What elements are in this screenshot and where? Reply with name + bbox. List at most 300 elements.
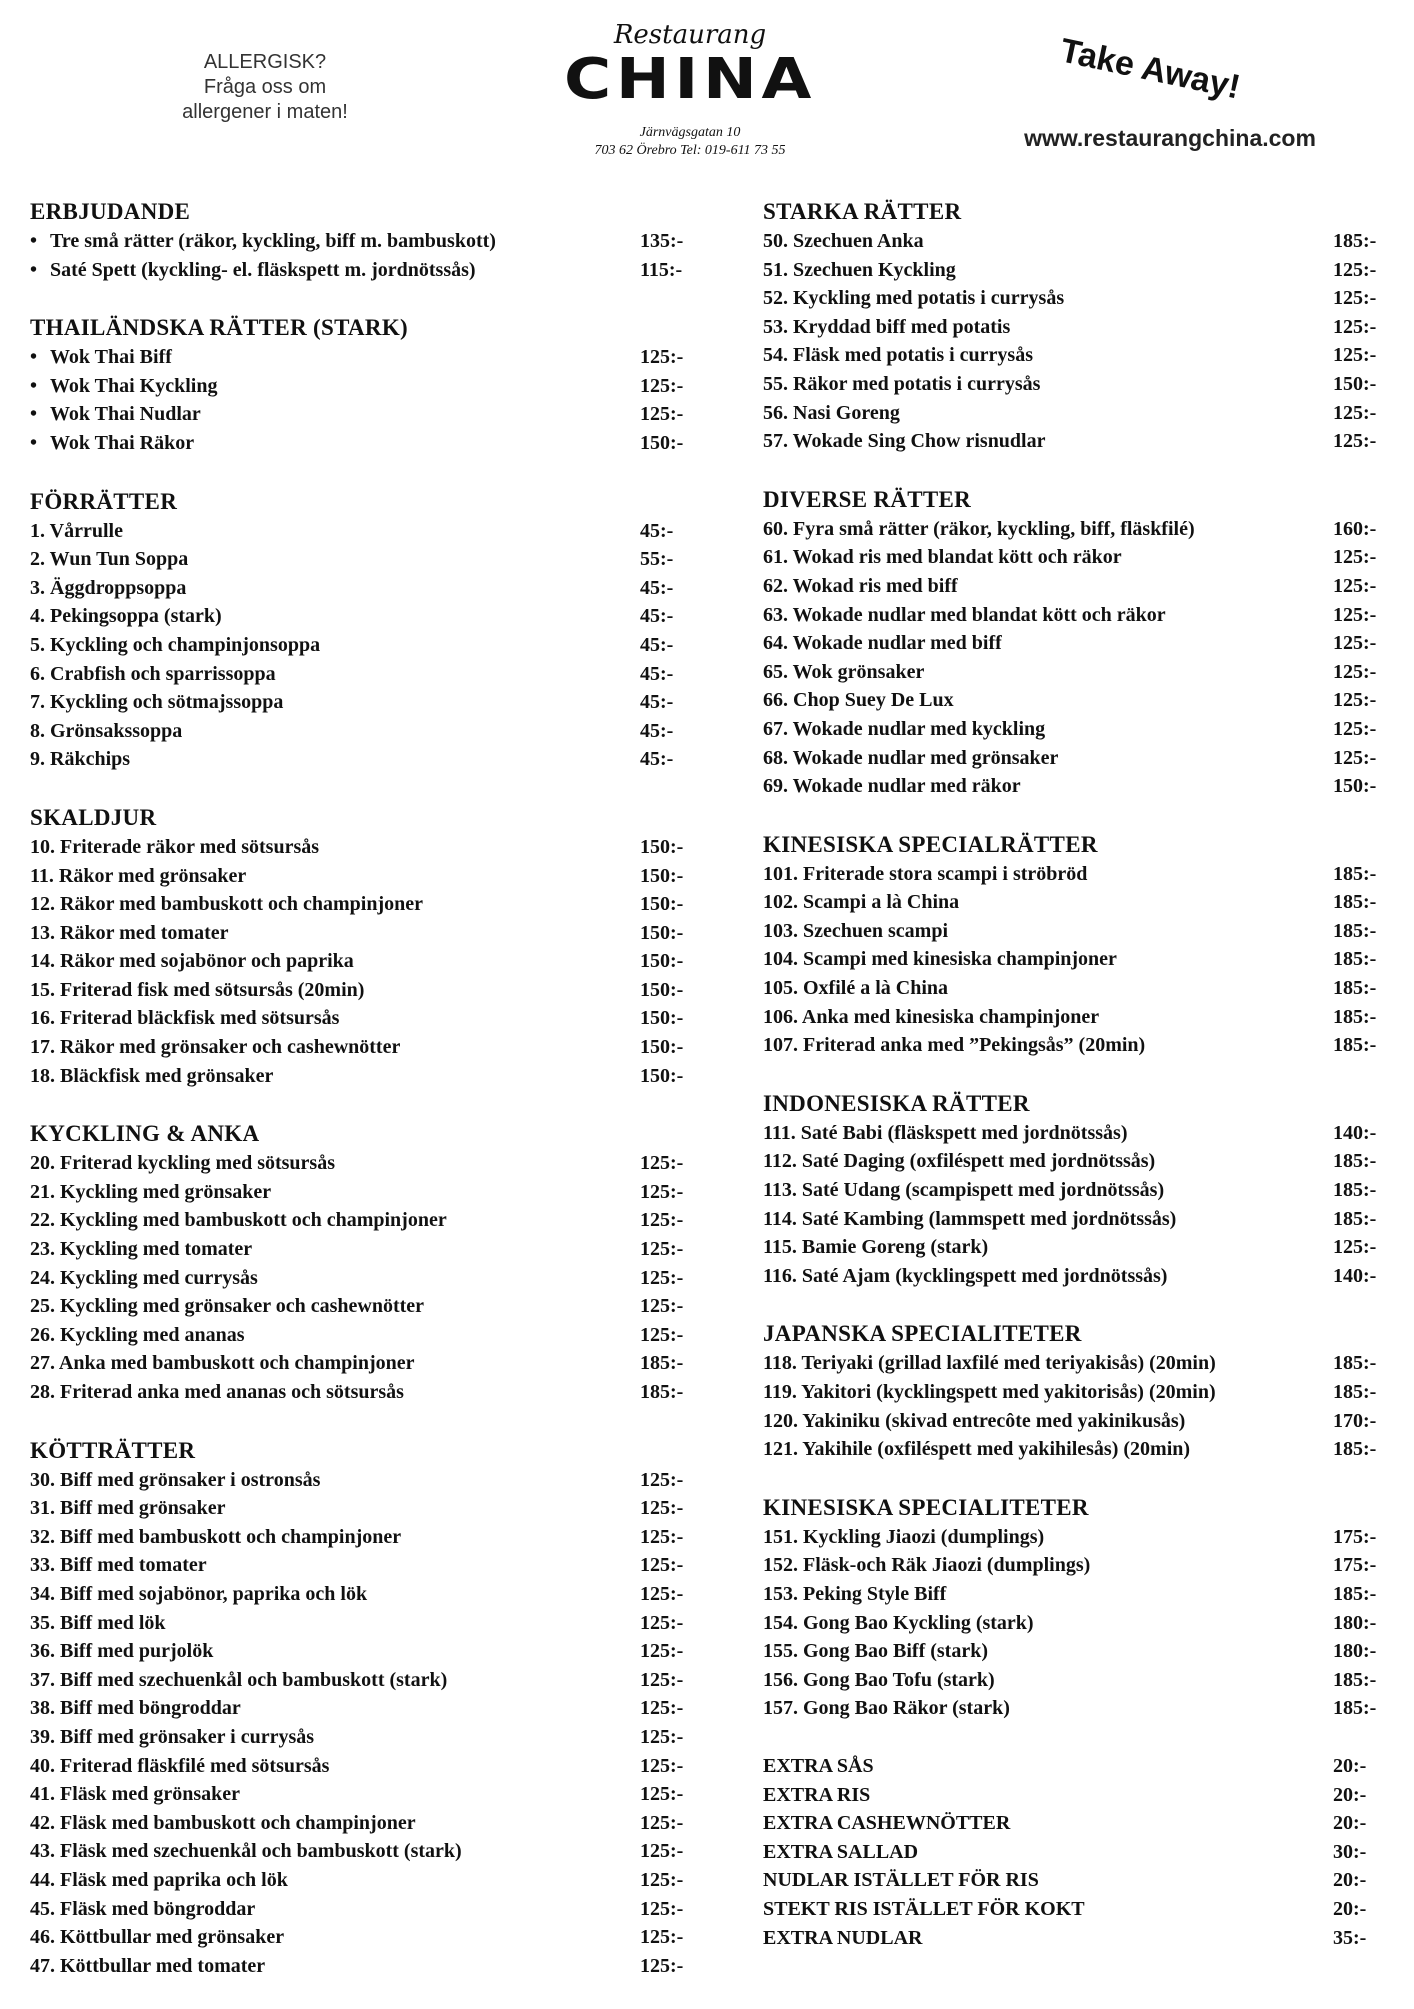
menu-item-name: 65. Wok grönsaker — [763, 660, 925, 683]
menu-item-name: 5. Kyckling och champinjonsoppa — [30, 633, 321, 656]
menu-item-name: 28. Friterad anka med ananas och sötsursås — [30, 1381, 404, 1403]
menu-item-price: 125:- — [1333, 574, 1377, 597]
menu-item-name: 63. Wokade nudlar med blandat kött och räkor — [763, 603, 1166, 626]
restaurant-logo — [540, 20, 840, 160]
menu-item-price: 185:- — [1333, 1697, 1377, 1720]
menu-item-name: 11. Räkor med grönsaker — [30, 864, 247, 887]
menu-item-name: 107. Friterad anka med ”Pekingsås” (20min) — [763, 1034, 1146, 1057]
menu-item — [30, 602, 710, 631]
section-title: DIVERSE RÄTTER — [763, 486, 972, 512]
menu-item — [763, 399, 1393, 428]
menu-item-price: 125:- — [640, 1725, 684, 1748]
menu-item — [30, 1235, 710, 1264]
menu-item — [763, 1523, 1393, 1552]
menu-item-price: 45:- — [640, 519, 674, 542]
menu-item-price: 125:- — [640, 1697, 684, 1720]
menu-section — [763, 830, 1393, 1060]
menu-item-name: 45. Fläsk med böngroddar — [30, 1897, 256, 1920]
menu-item-price: 140:- — [1333, 1264, 1377, 1287]
menu-item-price: 150:- — [640, 835, 684, 858]
menu-item — [30, 1466, 710, 1495]
menu-item — [30, 574, 710, 603]
menu-item-price: 125:- — [640, 1497, 684, 1520]
menu-item-price: 45:- — [640, 576, 674, 599]
menu-item-name: 68. Wokade nudlar med grönsaker — [763, 746, 1059, 769]
menu-item-price: 150:- — [640, 864, 684, 887]
menu-item-price: 185:- — [1333, 1438, 1377, 1461]
menu-item-name: 156. Gong Bao Tofu (stark) — [763, 1668, 995, 1691]
menu-item — [30, 862, 710, 891]
menu-item — [763, 1262, 1393, 1291]
menu-item — [763, 1147, 1393, 1176]
menu-item — [30, 688, 710, 717]
menu-item-price: 185:- — [1333, 977, 1377, 1000]
menu-item — [763, 515, 1393, 544]
address-phone-line: 703 62 Örebro Tel: 019-611 73 55 — [594, 143, 786, 158]
menu-item — [763, 1378, 1393, 1407]
menu-item — [30, 976, 710, 1005]
menu-item-price: 150:- — [640, 950, 684, 973]
menu-item — [30, 1378, 710, 1407]
menu-item-price: 140:- — [1333, 1121, 1377, 1144]
menu-section — [763, 1752, 1393, 1952]
menu-item-name: 113. Saté Udang (scampispett med jordnötssås) — [763, 1179, 1165, 1202]
menu-item-name: 8. Grönsakssoppa — [30, 719, 183, 742]
menu-item-price: 125:- — [640, 1209, 684, 1232]
menu-item-name: • Wok Thai Nudlar — [30, 400, 201, 429]
menu-item-name: 3. Äggdroppsoppa — [30, 576, 187, 599]
menu-item — [30, 1809, 710, 1838]
menu-item-name: 6. Crabfish och sparrissoppa — [30, 662, 276, 685]
menu-item-price: 125:- — [640, 1611, 684, 1634]
menu-item-price: 185:- — [640, 1352, 684, 1375]
menu-item — [763, 284, 1393, 313]
menu-item — [30, 1895, 710, 1924]
menu-item — [763, 227, 1393, 256]
menu-item — [763, 1233, 1393, 1262]
menu-item-name: 157. Gong Bao Räkor (stark) — [763, 1697, 1010, 1720]
menu-item-name: 153. Peking Style Biff — [763, 1582, 947, 1605]
menu-item-name: 119. Yakitori (kycklingspett med yakitorisås) (20min) — [763, 1381, 1216, 1403]
menu-item-price: 125:- — [640, 1954, 684, 1977]
menu-item-name: 1. Vårrulle — [30, 519, 123, 542]
menu-item-price: 125:- — [1333, 546, 1377, 569]
menu-item-price: 125:- — [1333, 258, 1377, 281]
menu-item-price: 125:- — [1333, 315, 1377, 338]
menu-item — [30, 833, 710, 862]
menu-item — [763, 945, 1393, 974]
menu-item — [30, 227, 710, 256]
menu-item-name: 41. Fläsk med grönsaker — [30, 1783, 240, 1806]
menu-item-price: 185:- — [1333, 1005, 1377, 1028]
menu-item-name: 105. Oxfilé a là China — [763, 977, 949, 1000]
website-link[interactable]: www.restaurangchina.com — [1024, 125, 1316, 151]
menu-item-name: 40. Friterad fläskfilé med sötsursås — [30, 1754, 330, 1777]
menu-item-name: 24. Kyckling med currysås — [30, 1266, 258, 1289]
menu-item-price: 125:- — [1333, 401, 1377, 424]
menu-item — [30, 1149, 710, 1178]
menu-item-name: 112. Saté Daging (oxfiléspett med jordnötssås) — [763, 1150, 1156, 1173]
menu-item-price: 125:- — [640, 1323, 684, 1346]
menu-item — [763, 1752, 1393, 1781]
menu-item-name: 55. Räkor med potatis i currysås — [763, 372, 1041, 395]
menu-section — [763, 1089, 1393, 1291]
menu-item-name: 52. Kyckling med potatis i currysås — [763, 287, 1065, 310]
menu-item-name: 116. Saté Ajam (kycklingspett med jordnötssås) — [763, 1264, 1168, 1287]
menu-item — [763, 1205, 1393, 1234]
menu-item-price: 45:- — [640, 748, 674, 771]
menu-item — [763, 1666, 1393, 1695]
menu-item-price: 125:- — [640, 1840, 684, 1863]
menu-item — [763, 313, 1393, 342]
menu-item-name: 121. Yakihile (oxfiléspett med yakihilesås) (20min) — [763, 1438, 1191, 1461]
menu-item — [763, 572, 1393, 601]
menu-item-name: 115. Bamie Goreng (stark) — [763, 1236, 989, 1259]
section-title: ERBJUDANDE — [30, 199, 191, 224]
menu-item-name: 106. Anka med kinesiska champinjoner — [763, 1005, 1100, 1028]
menu-item — [763, 1349, 1393, 1378]
menu-item-price: 125:- — [1333, 603, 1377, 626]
menu-item-price: 185:- — [1333, 919, 1377, 942]
menu-item-name: 155. Gong Bao Biff (stark) — [763, 1640, 988, 1663]
menu-item-name: 16. Friterad bläckfisk med sötsursås — [30, 1007, 340, 1030]
menu-item-name: 154. Gong Bao Kyckling (stark) — [763, 1611, 1034, 1634]
menu-item-price: 125:- — [640, 1926, 684, 1949]
menu-item — [763, 1580, 1393, 1609]
menu-item — [30, 1321, 710, 1350]
menu-item — [30, 429, 710, 458]
menu-item — [30, 400, 710, 429]
menu-item — [30, 1609, 710, 1638]
menu-item-name: 104. Scampi med kinesiska champinjoner — [763, 948, 1117, 971]
menu-right-column — [763, 197, 1393, 1981]
menu-item — [30, 660, 710, 689]
section-title: THAILÄNDSKA RÄTTER (STARK) — [30, 315, 408, 341]
menu-item — [763, 256, 1393, 285]
menu-item — [30, 1033, 710, 1062]
menu-item-name: EXTRA SALLAD — [763, 1840, 919, 1863]
menu-item — [30, 717, 710, 746]
menu-item-price: 185:- — [1333, 1034, 1377, 1057]
menu-item-name: 37. Biff med szechuenkål och bambuskott (stark) — [30, 1668, 448, 1691]
menu-item-name: 14. Räkor med sojabönor och paprika — [30, 950, 354, 973]
section-title: INDONESISKA RÄTTER — [763, 1090, 1030, 1116]
menu-item — [763, 686, 1393, 715]
menu-section — [763, 1319, 1393, 1463]
menu-item-name: 4. Pekingsoppa (stark) — [30, 605, 222, 628]
menu-item-price: 175:- — [1333, 1525, 1377, 1548]
menu-item-name: • Saté Spett (kyckling- el. fläskspett m. jordnötssås) — [30, 256, 476, 285]
menu-item-price: 185:- — [1333, 1150, 1377, 1173]
menu-item-name: 67. Wokade nudlar med kyckling — [763, 717, 1046, 740]
menu-item — [763, 1809, 1393, 1838]
menu-item — [30, 517, 710, 546]
menu-item-name: 111. Saté Babi (fläskspett med jordnötssås) — [763, 1121, 1128, 1144]
menu-item-price: 180:- — [1333, 1611, 1377, 1634]
menu-item — [763, 658, 1393, 687]
menu-item-price: 45:- — [640, 691, 674, 714]
menu-item-price: 150:- — [640, 978, 684, 1001]
menu-item-name: 21. Kyckling med grönsaker — [30, 1180, 272, 1203]
menu-item-price: 20:- — [1333, 1812, 1367, 1835]
menu-item — [763, 860, 1393, 889]
menu-item-price: 150:- — [640, 921, 684, 944]
menu-item-price: 185:- — [1333, 948, 1377, 971]
take-away-label: Take Away! — [1056, 31, 1244, 107]
logo-top-text: Restaurang — [613, 20, 767, 50]
menu-section — [30, 1119, 710, 1406]
menu-item — [30, 1523, 710, 1552]
menu-item-price: 125:- — [640, 1754, 684, 1777]
menu-item-name: 27. Anka med bambuskott och champinjoner — [30, 1352, 415, 1375]
menu-item-price: 125:- — [640, 1180, 684, 1203]
menu-item-name: 56. Nasi Goreng — [763, 401, 900, 424]
menu-item-price: 135:- — [640, 230, 684, 252]
menu-item-price: 185:- — [1333, 1582, 1377, 1605]
menu-item-name: 2. Wun Tun Soppa — [30, 548, 189, 571]
menu-item-price: 125:- — [1333, 689, 1377, 712]
menu-header — [0, 0, 1414, 190]
menu-item-name: STEKT RIS ISTÄLLET FÖR KOKT — [763, 1897, 1085, 1920]
menu-item — [763, 772, 1393, 801]
menu-item — [763, 1435, 1393, 1464]
menu-item-price: 30:- — [1333, 1840, 1367, 1863]
menu-item — [763, 427, 1393, 456]
menu-item-name: 69. Wokade nudlar med räkor — [763, 775, 1021, 798]
menu-item-name: • Wok Thai Räkor — [30, 429, 194, 458]
menu-item-price: 125:- — [640, 1897, 684, 1920]
section-title: JAPANSKA SPECIALITETER — [763, 1321, 1082, 1347]
menu-item-price: 175:- — [1333, 1554, 1377, 1577]
menu-item — [763, 1895, 1393, 1924]
menu-item-price: 125:- — [640, 346, 684, 369]
menu-item-price: 45:- — [640, 719, 674, 742]
menu-item-price: 185:- — [1333, 230, 1377, 252]
menu-item — [763, 1176, 1393, 1205]
menu-item-price: 45:- — [640, 605, 674, 628]
menu-item-name: NUDLAR ISTÄLLET FÖR RIS — [763, 1869, 1039, 1892]
menu-item — [30, 1004, 710, 1033]
section-title: STARKA RÄTTER — [763, 199, 962, 224]
menu-item — [30, 545, 710, 574]
menu-item-name: 43. Fläsk med szechuenkål och bambuskott (stark) — [30, 1840, 462, 1863]
menu-item-price: 125:- — [1333, 660, 1377, 683]
menu-left-column — [30, 197, 710, 2009]
menu-item-name: 36. Biff med purjolök — [30, 1640, 214, 1663]
menu-item-price: 185:- — [1333, 1207, 1377, 1230]
menu-item-name: 10. Friterade räkor med sötsursås — [30, 835, 320, 858]
menu-item-price: 20:- — [1333, 1754, 1367, 1777]
logo-name: CHINA — [564, 47, 816, 112]
menu-item — [30, 1694, 710, 1723]
menu-item-name: 42. Fläsk med bambuskott och champinjoner — [30, 1811, 416, 1834]
section-title: KINESISKA SPECIALRÄTTER — [763, 831, 1098, 857]
menu-item-price: 20:- — [1333, 1783, 1367, 1806]
menu-item — [30, 1666, 710, 1695]
menu-section — [763, 485, 1393, 801]
menu-item-name: 60. Fyra små rätter (räkor, kyckling, biff, fläskfilé) — [763, 517, 1195, 540]
menu-item-price: 45:- — [640, 662, 674, 685]
menu-item — [30, 1923, 710, 1952]
menu-item-price: 185:- — [1333, 1352, 1377, 1375]
menu-item-price: 125:- — [640, 1266, 684, 1289]
menu-item-price: 125:- — [640, 1868, 684, 1891]
menu-item-price: 185:- — [1333, 891, 1377, 914]
menu-item-name: 39. Biff med grönsaker i currysås — [30, 1725, 315, 1748]
menu-item — [763, 341, 1393, 370]
menu-item-price: 185:- — [1333, 862, 1377, 885]
menu-item-name: EXTRA CASHEWNÖTTER — [763, 1812, 1011, 1835]
menu-item — [30, 890, 710, 919]
menu-section — [30, 313, 710, 457]
menu-item-name: 17. Räkor med grönsaker och cashewnötter — [30, 1036, 401, 1059]
menu-item-price: 115:- — [640, 258, 683, 281]
menu-item — [30, 1952, 710, 1981]
menu-item-price: 20:- — [1333, 1869, 1367, 1892]
menu-item — [763, 370, 1393, 399]
menu-item-price: 180:- — [1333, 1640, 1377, 1663]
menu-item — [30, 1752, 710, 1781]
menu-item — [763, 888, 1393, 917]
menu-item — [763, 601, 1393, 630]
menu-item-name: 12. Räkor med bambuskott och champinjoner — [30, 893, 423, 916]
section-title: SKALDJUR — [30, 804, 157, 830]
menu-item — [30, 1780, 710, 1809]
menu-item — [763, 1924, 1393, 1953]
menu-item-name: 30. Biff med grönsaker i ostronsås — [30, 1468, 321, 1491]
menu-item — [30, 1178, 710, 1207]
menu-item-name: 34. Biff med sojabönor, paprika och lök — [30, 1582, 368, 1605]
menu-item — [763, 1119, 1393, 1148]
menu-item-price: 125:- — [1333, 1236, 1377, 1259]
menu-item-price: 170:- — [1333, 1409, 1377, 1432]
menu-item-name: 31. Biff med grönsaker — [30, 1497, 226, 1520]
allergy-line: ALLERGISK? — [203, 51, 327, 73]
menu-item — [763, 629, 1393, 658]
menu-item — [763, 715, 1393, 744]
menu-item-name: 103. Szechuen scampi — [763, 919, 948, 942]
menu-item-name: 151. Kyckling Jiaozi (dumplings) — [763, 1525, 1045, 1548]
menu-item-name: 18. Bläckfisk med grönsaker — [30, 1064, 274, 1087]
menu-item — [30, 1637, 710, 1666]
menu-item-price: 125:- — [640, 1525, 684, 1548]
menu-item-price: 125:- — [640, 1238, 684, 1261]
menu-item-name: 54. Fläsk med potatis i currysås — [763, 344, 1033, 367]
menu-item-price: 125:- — [1333, 632, 1377, 655]
menu-item-price: 125:- — [1333, 287, 1377, 310]
menu-item-price: 150:- — [640, 893, 684, 916]
menu-item-price: 125:- — [640, 1295, 684, 1318]
menu-item-price: 45:- — [640, 633, 674, 656]
menu-item — [763, 1838, 1393, 1867]
menu-item-name: 120. Yakiniku (skivad entrecôte med yakinikusås) — [763, 1409, 1186, 1432]
menu-section — [30, 197, 710, 284]
menu-item-name: 57. Wokade Sing Chow risnudlar — [763, 430, 1046, 453]
menu-item — [30, 1206, 710, 1235]
menu-section — [30, 487, 710, 774]
menu-item-name: 38. Biff med böngroddar — [30, 1697, 241, 1720]
menu-item-price: 125:- — [1333, 746, 1377, 769]
menu-item — [30, 919, 710, 948]
menu-item-price: 160:- — [1333, 517, 1377, 540]
menu-item-name: 13. Räkor med tomater — [30, 921, 229, 944]
menu-item-name: 51. Szechuen Kyckling — [763, 258, 956, 281]
allergy-line: Fråga oss om — [203, 76, 327, 98]
menu-item-price: 125:- — [640, 1582, 684, 1605]
menu-item-price: 125:- — [640, 1668, 684, 1691]
menu-item-name: • Wok Thai Kyckling — [30, 372, 217, 401]
menu-item-name: • Tre små rätter (räkor, kyckling, biff m. bambuskott) — [30, 227, 496, 256]
menu-item-name: 47. Köttbullar med tomater — [30, 1954, 266, 1977]
allergy-line: allergener i maten! — [182, 101, 348, 123]
menu-item-price: 150:- — [640, 1036, 684, 1059]
menu-item — [763, 1551, 1393, 1580]
menu-item-name: 26. Kyckling med ananas — [30, 1323, 245, 1346]
menu-item-name: EXTRA SÅS — [763, 1754, 874, 1777]
menu-item — [30, 1264, 710, 1293]
menu-item-price: 150:- — [640, 1007, 684, 1030]
menu-item-price: 185:- — [1333, 1179, 1377, 1202]
menu-item — [763, 974, 1393, 1003]
menu-item — [30, 947, 710, 976]
menu-item-name: 152. Fläsk-och Räk Jiaozi (dumplings) — [763, 1554, 1091, 1577]
menu-item — [763, 744, 1393, 773]
menu-item-name: 102. Scampi a là China — [763, 891, 960, 914]
menu-item-price: 150:- — [1333, 775, 1377, 798]
menu-item — [763, 1031, 1393, 1060]
address-line: Järnvägsgatan 10 — [639, 125, 741, 140]
menu-item-price: 125:- — [640, 403, 684, 426]
section-title: KYCKLING & ANKA — [30, 1121, 260, 1147]
menu-item-name: 20. Friterad kyckling med sötsursås — [30, 1152, 335, 1175]
menu-item — [30, 631, 710, 660]
menu-item-name: 9. Räkchips — [30, 748, 131, 771]
menu-item-name: 61. Wokad ris med blandat kött och räkor — [763, 546, 1122, 569]
menu-item-name: 46. Köttbullar med grönsaker — [30, 1926, 285, 1949]
menu-item — [763, 543, 1393, 572]
menu-item — [30, 745, 710, 774]
menu-item-name: 114. Saté Kambing (lammspett med jordnötssås) — [763, 1207, 1177, 1230]
menu-item-name: • Wok Thai Biff — [30, 343, 172, 372]
menu-item-price: 125:- — [640, 1811, 684, 1834]
menu-item-name: 62. Wokad ris med biff — [763, 574, 958, 597]
menu-item — [30, 1580, 710, 1609]
menu-item-price: 125:- — [640, 1468, 684, 1491]
menu-item — [763, 1781, 1393, 1810]
menu-item — [30, 1551, 710, 1580]
menu-section — [763, 197, 1393, 456]
menu-item — [30, 343, 710, 372]
menu-item-price: 185:- — [640, 1381, 684, 1403]
menu-item-name: 101. Friterade stora scampi i ströbröd — [763, 862, 1088, 885]
menu-item — [30, 1494, 710, 1523]
menu-item-name: 22. Kyckling med bambuskott och champinjoner — [30, 1209, 447, 1232]
menu-section — [30, 803, 710, 1090]
menu-item — [30, 1837, 710, 1866]
menu-item-price: 125:- — [1333, 344, 1377, 367]
menu-item-price: 150:- — [640, 1064, 684, 1087]
menu-item — [30, 372, 710, 401]
menu-item-name: 33. Biff med tomater — [30, 1554, 207, 1577]
menu-item — [30, 1062, 710, 1091]
menu-item-price: 185:- — [1333, 1668, 1377, 1691]
menu-item-price: 150:- — [1333, 372, 1377, 395]
menu-item — [763, 917, 1393, 946]
menu-item — [763, 1407, 1393, 1436]
menu-item-name: 118. Teriyaki (grillad laxfilé med teriyakisås) (20min) — [763, 1352, 1216, 1375]
menu-item-price: 125:- — [640, 1783, 684, 1806]
menu-item-name: EXTRA NUDLAR — [763, 1926, 923, 1949]
